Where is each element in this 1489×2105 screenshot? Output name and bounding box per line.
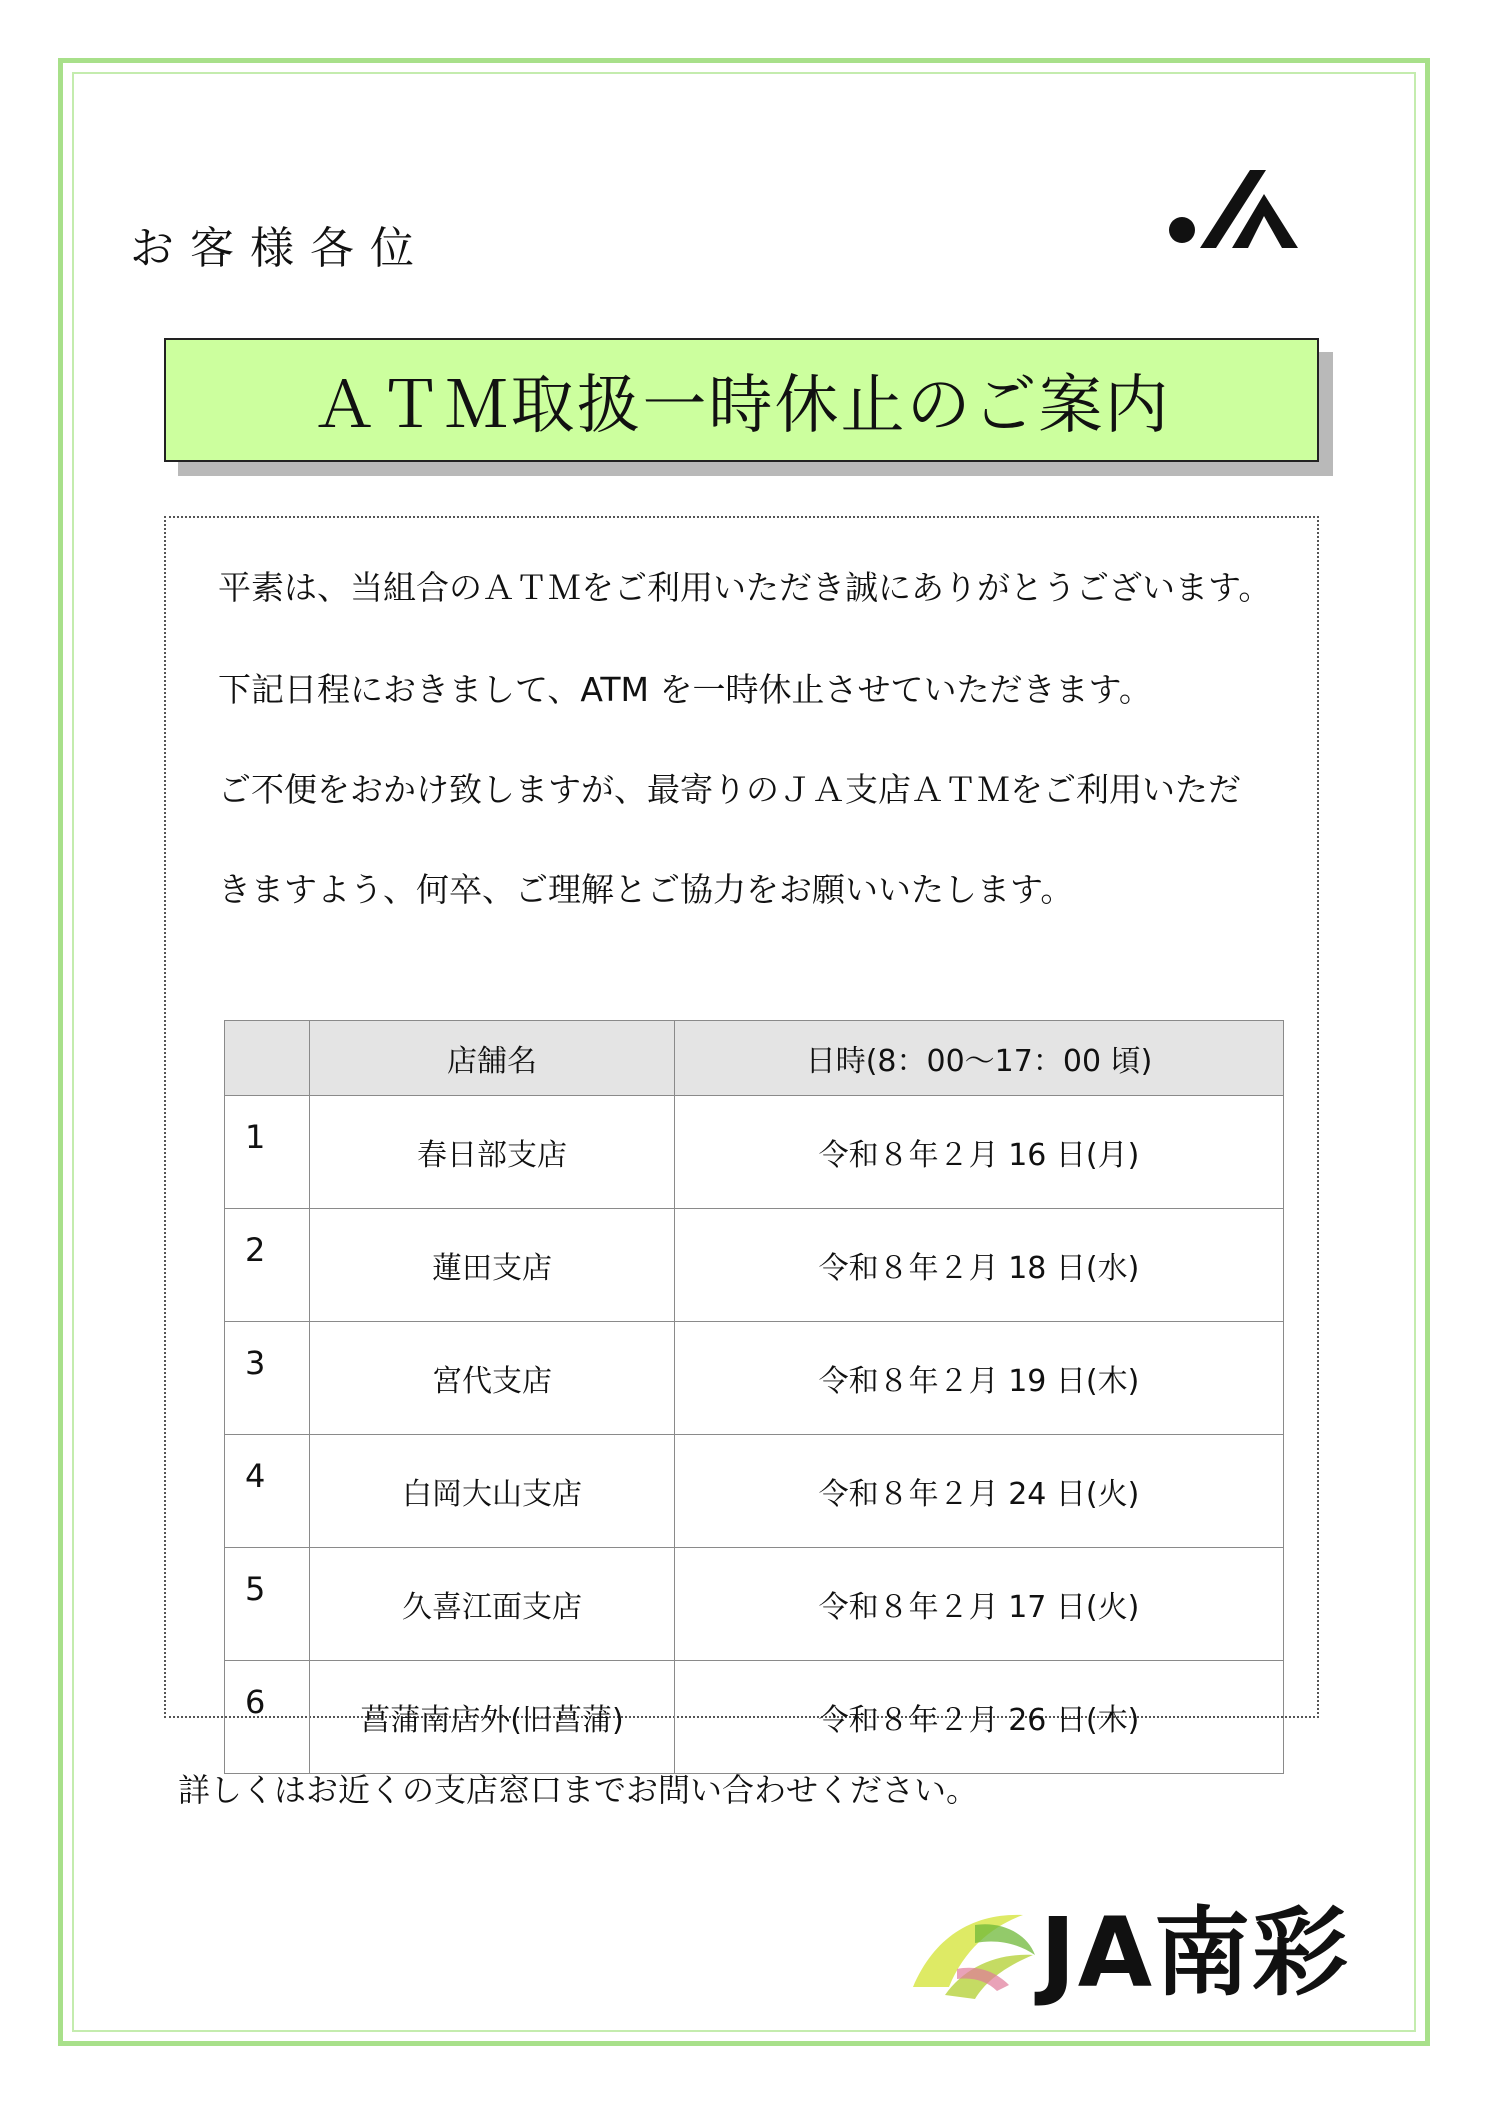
row-number: 2 bbox=[225, 1209, 310, 1322]
notice-title: ＡＴＭ取扱一時休止のご案内 bbox=[164, 338, 1319, 462]
row-number: 1 bbox=[225, 1096, 310, 1209]
salutation: お客様各位 bbox=[130, 223, 430, 274]
row-number: 3 bbox=[225, 1322, 310, 1435]
body-paragraph-3: ご不便をおかけ致しますが、最寄りのＪＡ支店ＡＴＭをご利用いただ bbox=[218, 770, 1241, 809]
table-row bbox=[225, 1661, 1284, 1774]
suspension-date: 令和８年２月 26 日(木) bbox=[675, 1661, 1284, 1774]
store-name: 春日部支店 bbox=[310, 1096, 675, 1209]
body-paragraph-2: 下記日程におきまして、ATM を一時休止させていただきます。 bbox=[218, 670, 1152, 709]
suspension-date: 令和８年２月 16 日(月) bbox=[675, 1096, 1284, 1209]
table-row bbox=[225, 1096, 1284, 1209]
store-name: 宮代支店 bbox=[310, 1322, 675, 1435]
store-name: 白岡大山支店 bbox=[310, 1435, 675, 1548]
suspension-date: 令和８年２月 24 日(火) bbox=[675, 1435, 1284, 1548]
header-store-name: 店舗名 bbox=[310, 1021, 675, 1096]
contact-footnote: 詳しくはお近くの支店窓口までお問い合わせください。 bbox=[178, 1771, 979, 1809]
table-row bbox=[225, 1548, 1284, 1661]
ja-mark-icon bbox=[1160, 160, 1300, 256]
table-row bbox=[225, 1209, 1284, 1322]
suspension-date: 令和８年２月 19 日(木) bbox=[675, 1322, 1284, 1435]
row-number: 5 bbox=[225, 1548, 310, 1661]
store-name: 蓮田支店 bbox=[310, 1209, 675, 1322]
suspension-schedule-table bbox=[224, 1020, 1284, 1774]
table-row bbox=[225, 1435, 1284, 1548]
row-number: 4 bbox=[225, 1435, 310, 1548]
org-name-logo: JA南彩 bbox=[1040, 1897, 1351, 2009]
body-paragraph-4: きますよう、何卒、ご理解とご協力をお願いいたします。 bbox=[218, 870, 1074, 909]
suspension-date: 令和８年２月 18 日(水) bbox=[675, 1209, 1284, 1322]
body-paragraph-1: 平素は、当組合のＡＴＭをご利用いただき誠にありがとうございます。 bbox=[218, 568, 1272, 607]
header-number bbox=[225, 1021, 310, 1096]
store-name: 久喜江面支店 bbox=[310, 1548, 675, 1661]
store-name: 菖蒲南店外(旧菖蒲) bbox=[310, 1661, 675, 1774]
suspension-date: 令和８年２月 17 日(火) bbox=[675, 1548, 1284, 1661]
table-row bbox=[225, 1322, 1284, 1435]
header-datetime: 日時(8：00～17：00 頃) bbox=[675, 1021, 1284, 1096]
table-header-row bbox=[225, 1021, 1284, 1096]
row-number: 6 bbox=[225, 1661, 310, 1774]
